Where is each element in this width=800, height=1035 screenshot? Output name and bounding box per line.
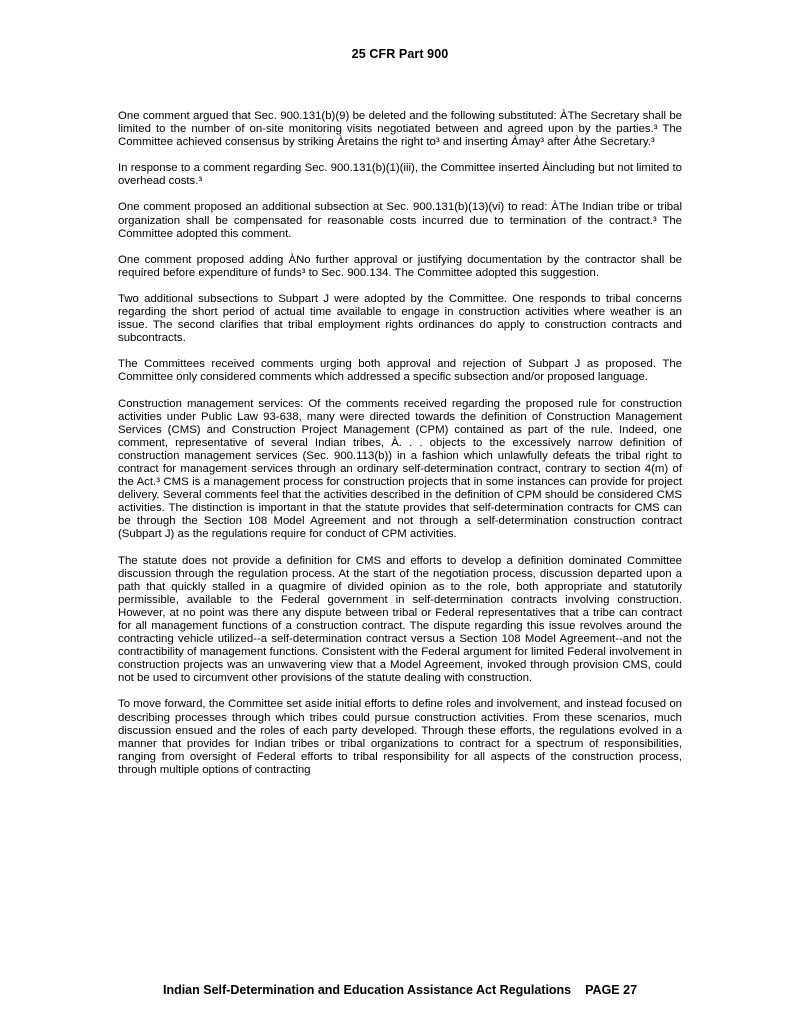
paragraph: The statute does not provide a definition for CMS and efforts to develop a definition dominated Committee discussion through the regulation process. At the start of the negotiation process, discussion departed upon a path that quickly stalled in a quagmire of divided opinion as to the role, both appropriate and statutorily permissible, available to the Federal government in self-determination contracts involving construction. However, at no point was there any dispute between tribal or Federal representatives that a tribe can contract for all management functions of a construction contract. The dispute regarding this issue revolves around the contracting vehicle utilized--a self-determination contract versus a Section 108 Model Agreement--and not the contractibility of management functions. Consistent with the Federal argument for limited Federal involvement in construction projects was an unwavering view that a Model Agreement, invoked through provision CMS, could not be used to circumvent other provisions of the statute dealing with construction. bbox=[118, 554, 682, 685]
paragraph: One comment argued that Sec. 900.131(b)(9) be deleted and the following substituted: ÀThe Secretary shall be limited to the number of on-site monitoring visits negotiated between and agreed upon by the parties.³ The Committee achieved consensus by striking Àretains the right to³ and inserting Àmay³ after Àthe Secretary.³ bbox=[118, 110, 682, 149]
page-number: PAGE 27 bbox=[585, 983, 638, 997]
document-body bbox=[118, 110, 682, 790]
paragraph: Construction management services: Of the comments received regarding the proposed rule for construction activities under Public Law 93-638, many were directed towards the definition of Construction Management Services (CMS) and Construction Project Management (CPM) contained as part of the rule. Indeed, one comment, representative of several Indian tribes, À. . . objects to the excessively narrow definition of construction management services (Sec. 900.113(b)) in a fashion which unlawfully defeats the tribal right to contract for management services through an ordinary self-determination contract, contrary to section 4(m) of the Act.³ CMS is a management process for construction projects that in some instances can provide for project delivery. Several comments feel that the activities described in the definition of CPM should be considered CMS activities. The distinction is important in that the statute provides that self-determination contracts for CMS can be through the Section 108 Model Agreement and not through a self-determination construction contract (Subpart J) as the regulations require for conduct of CPM activities. bbox=[118, 397, 682, 541]
paragraph: In response to a comment regarding Sec. 900.131(b)(1)(iii), the Committee inserted Àincluding but not limited to overhead costs.³ bbox=[118, 162, 682, 188]
paragraph: Two additional subsections to Subpart J were adopted by the Committee. One responds to tribal concerns regarding the short period of actual time available to engage in construction activities where weather is an issue. The second clarifies that tribal employment rights ordinances do apply to construction contracts and subcontracts. bbox=[118, 292, 682, 345]
paragraph: To move forward, the Committee set aside initial efforts to define roles and involvement, and instead focused on describing processes through which tribes could pursue construction activities. From these scenarios, much discussion ensued and the roles of each party developed. Through these efforts, the regulations evolved in a manner that provides for Indian tribes or tribal organizations to contract for a spectrum of responsibilities, ranging from oversight of Federal efforts to tribal responsibility for all aspects of the construction process, through multiple options of contracting bbox=[118, 698, 682, 776]
paragraph: The Committees received comments urging both approval and rejection of Subpart J as proposed. The Committee only considered comments which addressed a specific subsection and/or proposed language. bbox=[118, 358, 682, 384]
paragraph: One comment proposed an additional subsection at Sec. 900.131(b)(13)(vi) to read: ÀThe Indian tribe or tribal organization shall be compensated for reasonable costs incurred due to termination of the contract.³ The Committee adopted this comment. bbox=[118, 201, 682, 240]
paragraph: One comment proposed adding ÀNo further approval or justifying documentation by the contractor shall be required before expenditure of funds³ to Sec. 900.134. The Committee adopted this suggestion. bbox=[118, 253, 682, 279]
footer-title: Indian Self-Determination and Education Assistance Act Regulations bbox=[162, 983, 572, 997]
page-header: 25 CFR Part 900 bbox=[351, 47, 449, 61]
page-footer bbox=[0, 983, 800, 997]
